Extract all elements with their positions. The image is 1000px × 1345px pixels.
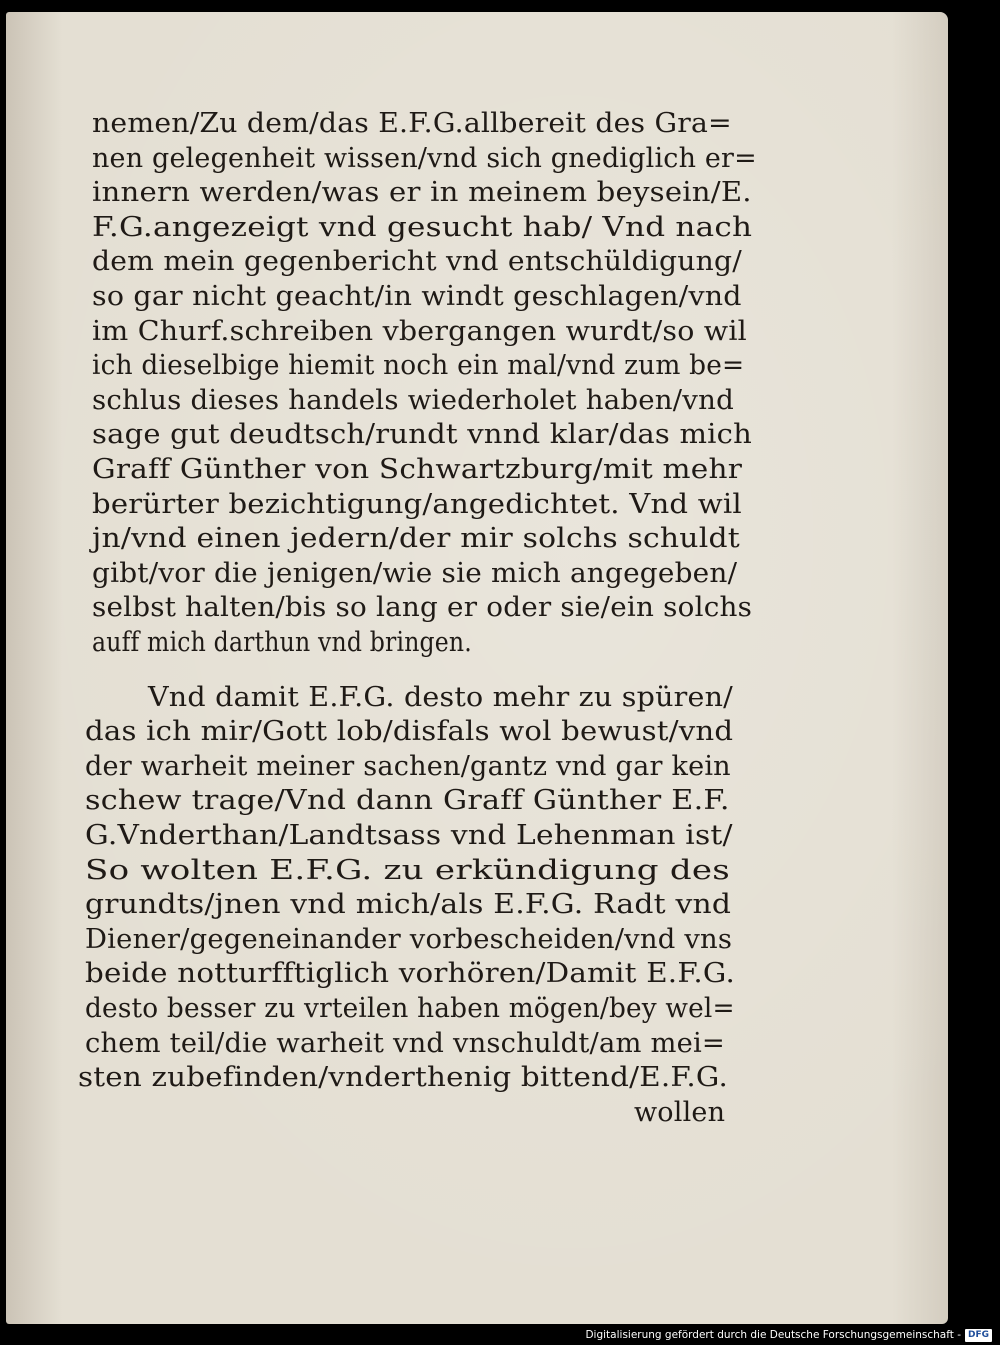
text-line: berürter bezichtigung/angedichtet. Vnd wil	[92, 488, 742, 520]
text-line: der warheit meiner sachen/gantz vnd gar kein	[85, 750, 731, 782]
text-line: gibt/vor die jenigen/wie sie mich angegeben/	[92, 557, 738, 589]
text-line: F.G.angezeigt vnd gesucht hab/ Vnd nach	[92, 211, 753, 243]
text-line: jn/vnd einen jedern/der mir solchs schuldt	[92, 523, 740, 555]
text-line: grundts/jnen vnd mich/als E.F.G. Radt vnd	[85, 889, 732, 921]
text-line: sage gut deudtsch/rundt vnnd klar/das mich	[92, 419, 752, 451]
text-line: schlus dieses handels wiederholet haben/vnd	[92, 384, 734, 416]
text-line: nen gelegenheit wissen/vnd sich gnediglich er=	[92, 142, 757, 174]
text-line: schew trage/Vnd dann Graff Günther E.F.	[85, 785, 730, 817]
text-line: nemen/Zu dem/das E.F.G.allbereit des Gra=	[92, 108, 732, 139]
text-line: Diener/gegeneinander vorbescheiden/vnd vns	[85, 923, 733, 955]
text-line: ich dieselbige hiemit noch ein mal/vnd zum be=	[92, 350, 745, 382]
text-line: sten zubefinden/vnderthenig bittend/E.F.G.	[78, 1062, 729, 1094]
text-line: im Churf.schreiben vbergangen wurdt/so wil	[92, 315, 747, 347]
text-line: beide notturfftiglich vorhören/Damit E.F.G.	[85, 958, 736, 990]
footer-credit-text: Digitalisierung gefördert durch die Deutsche Forschungsgemeinschaft -	[585, 1329, 961, 1341]
text-line: so gar nicht geacht/in windt geschlagen/vnd	[92, 281, 742, 312]
text-line: das ich mir/Gott lob/disfals wol bewust/vnd	[85, 716, 734, 748]
text-line: Vnd damit E.F.G. desto mehr zu spüren/	[148, 681, 733, 713]
text-line: G.Vnderthan/Landtsass vnd Lehenman ist/	[85, 820, 733, 851]
text-line: So wolten E.F.G. zu erkündigung des	[85, 854, 731, 886]
footer-credit	[0, 1325, 992, 1345]
text-line: chem teil/die warheit vnd vnschuldt/am mei=	[85, 1027, 725, 1059]
text-line: Graff Günther von Schwartzburg/mit mehr	[92, 454, 743, 485]
text-line: dem mein gegenbericht vnd entschüldigung/	[92, 246, 742, 278]
text-line: innern werden/was er in meinem beysein/E.	[92, 177, 752, 209]
document-page	[6, 12, 948, 1324]
text-line: auff mich darthun vnd bringen.	[92, 627, 472, 658]
text-line: desto besser zu vrteilen haben mögen/bey wel=	[85, 993, 735, 1024]
text-line: wollen	[634, 1096, 726, 1128]
text-line: selbst halten/bis so lang er oder sie/ein solchs	[92, 592, 753, 624]
dfg-logo: DFG	[965, 1329, 992, 1342]
